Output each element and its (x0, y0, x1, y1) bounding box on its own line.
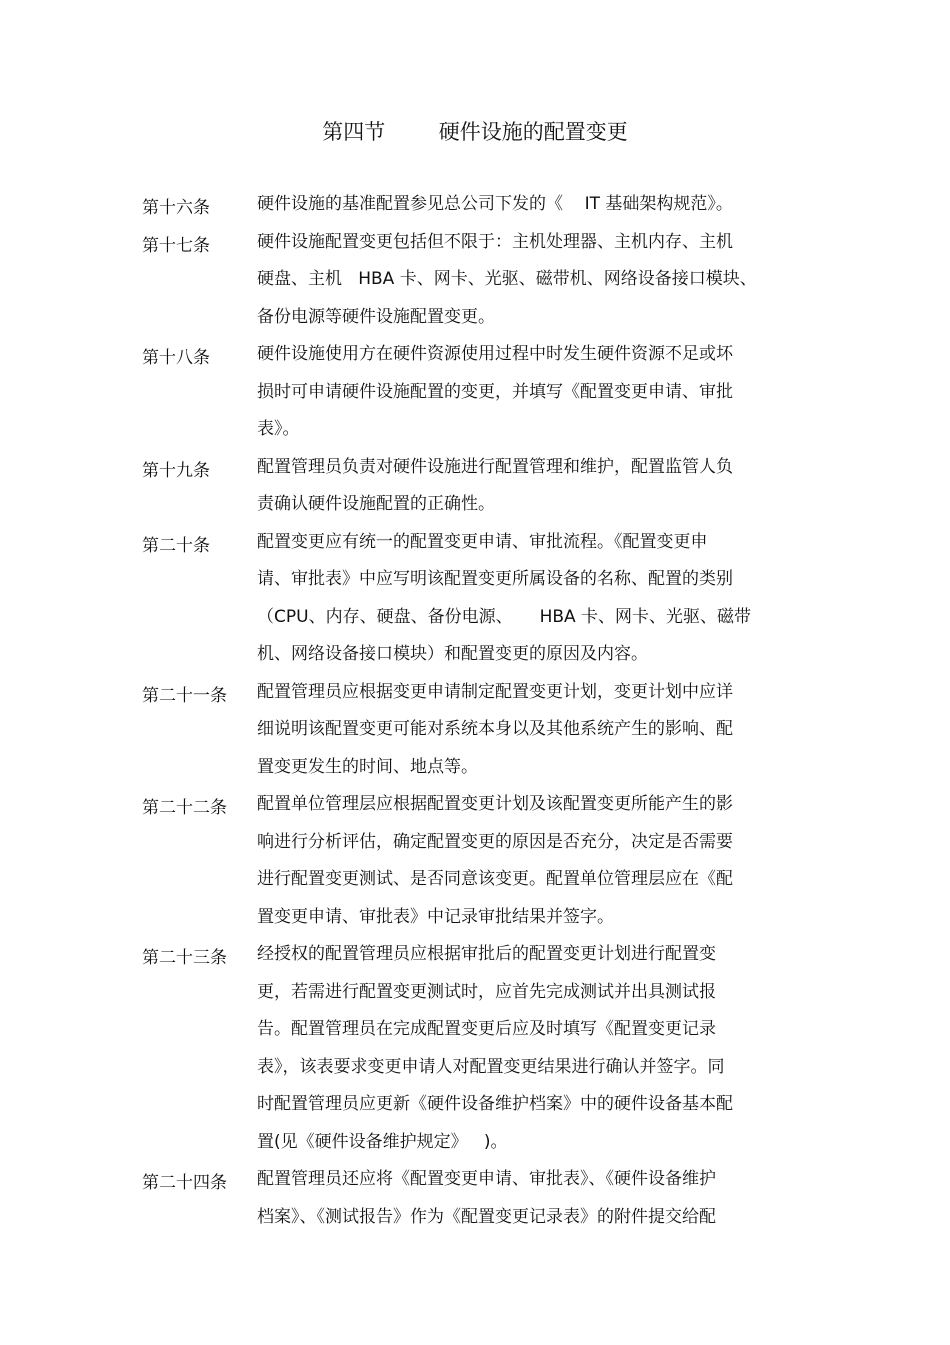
article-text-line: 表》。 (257, 419, 300, 439)
article-number: 第十九条 (142, 460, 210, 481)
article-number: 第二十一条 (142, 685, 227, 706)
article-text-line: 备份电源等硬件设施配置变更。 (257, 306, 495, 327)
article-text-line: 响进行分析评估，确定配置变更的原因是否充分，决定是否需要 (257, 831, 733, 852)
article-text-line: 硬盘、主机 HBA 卡、网卡、光驱、磁带机、网络设备接口模块、 (257, 269, 757, 289)
article-text-line: 机、网络设备接口模块）和配置变更的原因及内容。 (257, 644, 648, 664)
article-text-line: 硬件设施的基准配置参见总公司下发的《 IT 基础架构规范》。 (257, 194, 733, 214)
article-text-line: 配置管理员负责对硬件设施进行配置管理和维护，配置监管人负 (257, 456, 733, 477)
article-body (257, 456, 733, 531)
article-text-line: 损时可申请硬件设施配置的变更，并填写《配置变更申请、审批 (257, 381, 733, 402)
article-number: 第二十条 (142, 535, 210, 556)
article-text-line: 档案》、《测试报告》作为《配置变更记录表》的附件提交给配 (257, 1206, 716, 1227)
article-number: 第十六条 (142, 198, 210, 218)
article-text-line: 进行配置变更测试、是否同意该变更。配置单位管理层应在《配 (257, 869, 733, 889)
article-text-line: 硬件设施使用方在硬件资源使用过程中时发生硬件资源不足或坏 (257, 344, 733, 364)
article-body (257, 793, 733, 943)
article-text-line: 经授权的配置管理员应根据审批后的配置变更计划进行配置变 (257, 944, 716, 964)
article-text-line: 置变更发生的时间、地点等。 (257, 756, 478, 777)
article-number: 第十八条 (142, 348, 210, 368)
article-text-line: 责确认硬件设施配置的正确性。 (257, 494, 495, 514)
article-body (257, 681, 733, 794)
article-text-line: 时配置管理员应更新《硬件设备维护档案》中的硬件设备基本配 (257, 1094, 733, 1114)
article-text-line: 硬件设施配置变更包括但不限于：主机处理器、主机内存、主机 (257, 231, 733, 252)
article-text-line: 配置单位管理层应根据配置变更计划及该配置变更所能产生的影 (257, 794, 733, 814)
article-body (257, 1168, 716, 1243)
article-text-line: 置(见《硬件设备维护规定》 )。 (257, 1131, 508, 1152)
article-body (257, 531, 751, 681)
article-text-line: 细说明该配置变更可能对系统本身以及其他系统产生的影响、配 (257, 719, 733, 739)
article-text-line: 配置管理员应根据变更申请制定配置变更计划，变更计划中应详 (257, 681, 733, 702)
article-body (257, 943, 733, 1168)
article-number: 第二十二条 (142, 798, 227, 818)
article-text-line: 更，若需进行配置变更测试时，应首先完成测试并出具测试报 (257, 981, 716, 1002)
article-text-line: 请、审批表》中应写明该配置变更所属设备的名称、配置的类别 (257, 569, 733, 589)
article-number: 第二十四条 (142, 1173, 227, 1193)
article-number: 第十七条 (142, 235, 210, 256)
article-text-line: （CPU、内存、硬盘、备份电源、 HBA 卡、网卡、光驱、磁带 (257, 606, 752, 627)
section-title: 第四节 硬件设施的配置变更 (322, 120, 628, 144)
article-body (257, 343, 733, 456)
article-text-line: 配置管理员还应将《配置变更申请、审批表》、《硬件设备维护 (257, 1169, 716, 1189)
article-body (257, 231, 757, 344)
article-text-line: 配置变更应有统一的配置变更申请、审批流程。《配置变更申 (257, 531, 708, 552)
article-text-line: 表》，该表要求变更申请人对配置变更结果进行确认并签字。同 (257, 1056, 725, 1077)
article-body (257, 193, 733, 231)
article-text-line: 置变更申请、审批表》中记录审批结果并签字。 (257, 906, 614, 927)
article-number: 第二十三条 (142, 948, 227, 968)
article-text-line: 告。配置管理员在完成配置变更后应及时填写《配置变更记录 (257, 1019, 716, 1039)
